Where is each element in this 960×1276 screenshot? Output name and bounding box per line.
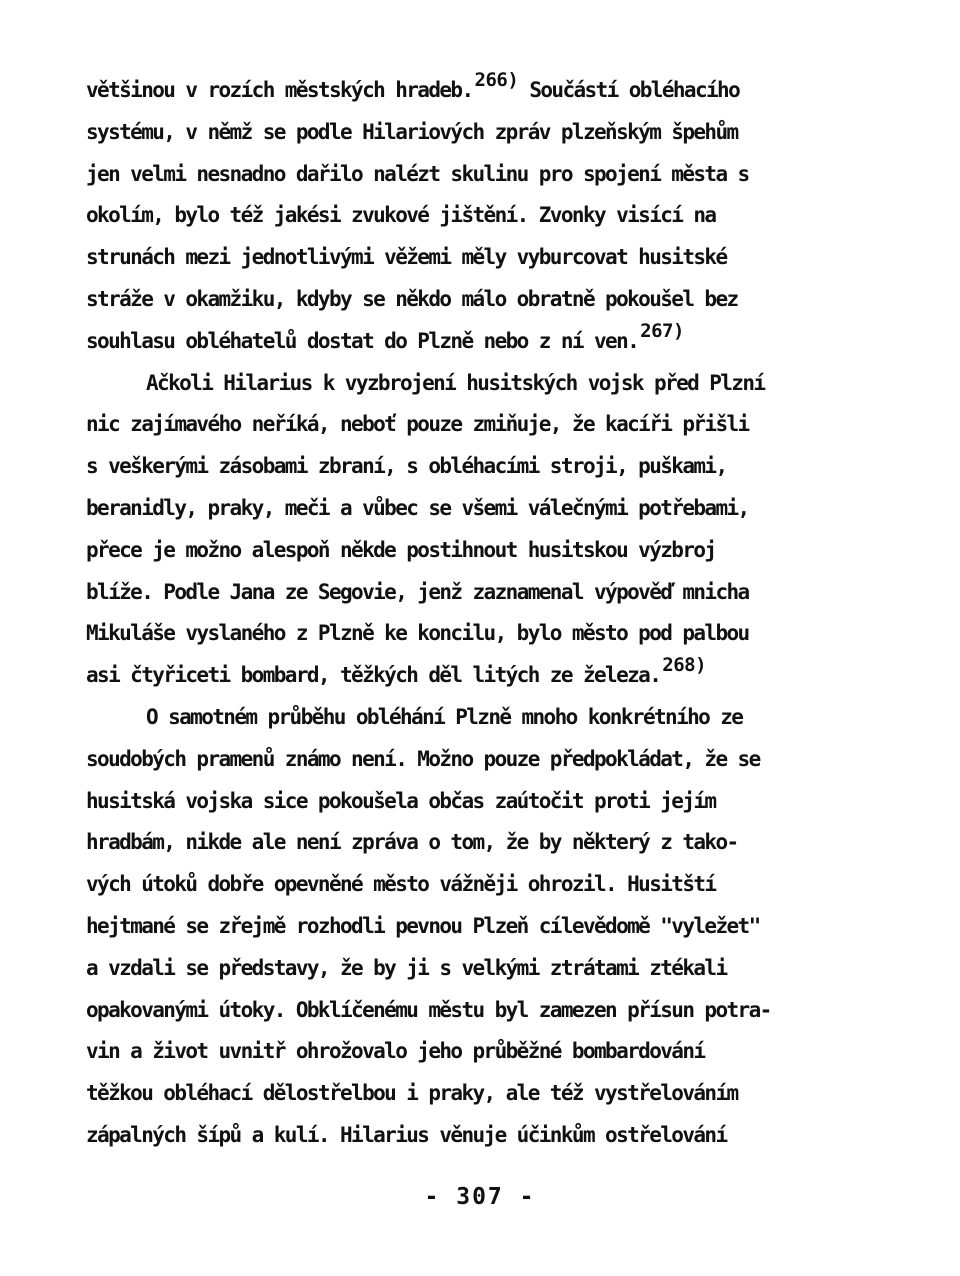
line-text: a vzdali se představy, že by ji s velkými ztrátami ztékali bbox=[86, 955, 727, 980]
text-line bbox=[86, 906, 886, 948]
text-line bbox=[86, 655, 886, 697]
text-line bbox=[86, 195, 886, 237]
line-text: jen velmi nesnadno dařilo nalézt skulinu pro spojení města s bbox=[86, 161, 749, 186]
line-text: hradbám, nikde ale není zpráva o tom, že by některý z tako- bbox=[86, 830, 738, 855]
line-text: hejtmané se zřejmě rozhodli pevnou Plzeň cílevědomě "vyležet" bbox=[86, 913, 760, 938]
line-text: zápalných šípů a kulí. Hilarius věnuje účinkům ostřelování bbox=[86, 1122, 727, 1147]
line-text: vin a život uvnitř ohrožovalo jeho průběžné bombardování bbox=[86, 1039, 705, 1064]
line-text: beranidly, praky, meči a vůbec se všemi válečnými potřebami, bbox=[86, 495, 749, 520]
text-line bbox=[86, 446, 886, 488]
line-text: soudobých pramenů známo není. Možno pouze předpokládat, že se bbox=[86, 746, 760, 771]
line-text: husitská vojska sice pokoušela občas zaútočit proti jejím bbox=[86, 788, 716, 813]
line-text: O samotném průběhu obléhání Plzně mnoho konkrétního ze bbox=[146, 704, 743, 729]
line-text: strunách mezi jednotlivými věžemi měly vyburcovat husitské bbox=[86, 245, 727, 270]
line-text-after: Součástí obléhacího bbox=[518, 78, 740, 102]
line-text: okolím, bylo též jakési zvukové jištění. Zvonky visící na bbox=[86, 203, 716, 228]
text-line bbox=[86, 1115, 886, 1157]
text-line bbox=[86, 613, 886, 655]
text-line-indented bbox=[86, 363, 886, 405]
text-line bbox=[86, 739, 886, 781]
text-line bbox=[86, 321, 886, 363]
text-line bbox=[86, 822, 886, 864]
text-line bbox=[86, 70, 886, 112]
text-line bbox=[86, 864, 886, 906]
line-text: stráže v okamžiku, kdyby se někdo málo obratně pokoušel bez bbox=[86, 286, 738, 311]
line-text: nic zajímavého neříká, neboť pouze zmiňuje, že kacíři přišli bbox=[86, 412, 749, 437]
text-line bbox=[86, 154, 886, 196]
line-text: opakovanými útoky. Obklíčenému městu byl zamezen přísun potra- bbox=[86, 997, 771, 1022]
text-line bbox=[86, 530, 886, 572]
line-text: těžkou obléhací dělostřelbou i praky, ale též vystřelováním bbox=[86, 1081, 738, 1106]
footnote-ref: 267) bbox=[640, 319, 684, 342]
footnote-ref: 268) bbox=[662, 654, 707, 677]
text-line bbox=[86, 990, 886, 1032]
text-line bbox=[86, 1031, 886, 1073]
line-text: vých útoků dobře opevněné město vážněji ohrozil. Husitští bbox=[86, 872, 716, 897]
line-text: blíže. Podle Jana ze Segovie, jenž zaznamenal výpověď mnicha bbox=[86, 579, 749, 604]
body-text bbox=[86, 70, 886, 1157]
text-line bbox=[86, 237, 886, 279]
text-line bbox=[86, 781, 886, 823]
page-number: - 307 - bbox=[424, 1184, 536, 1210]
line-text: Ačkoli Hilarius k vyzbrojení husitských vojsk před Plzní bbox=[146, 370, 765, 395]
line-text: asi čtyřiceti bombard, těžkých děl litých ze železa. bbox=[86, 663, 661, 688]
line-text: s veškerými zásobami zbraní, s obléhacími stroji, puškami, bbox=[86, 454, 727, 479]
line-text: souhlasu obléhatelů dostat do Plzně nebo z ní ven. bbox=[86, 328, 639, 353]
line-text: systému, v němž se podle Hilariových zpráv plzeňským špehům bbox=[86, 119, 738, 144]
footnote-ref: 266) bbox=[474, 69, 519, 91]
line-text: Mikuláše vyslaného z Plzně ke koncilu, bylo město pod palbou bbox=[86, 621, 749, 646]
text-line bbox=[86, 112, 886, 154]
text-line bbox=[86, 488, 886, 530]
line-text: přece je možno alespoň někde postihnout husitskou výzbroj bbox=[86, 537, 716, 562]
text-line bbox=[86, 572, 886, 614]
text-line bbox=[86, 279, 886, 321]
line-text: většinou v rozích městských hradeb. bbox=[86, 78, 473, 102]
text-line bbox=[86, 404, 886, 446]
text-line bbox=[86, 1073, 886, 1115]
text-line-indented bbox=[86, 697, 886, 739]
text-line bbox=[86, 948, 886, 990]
